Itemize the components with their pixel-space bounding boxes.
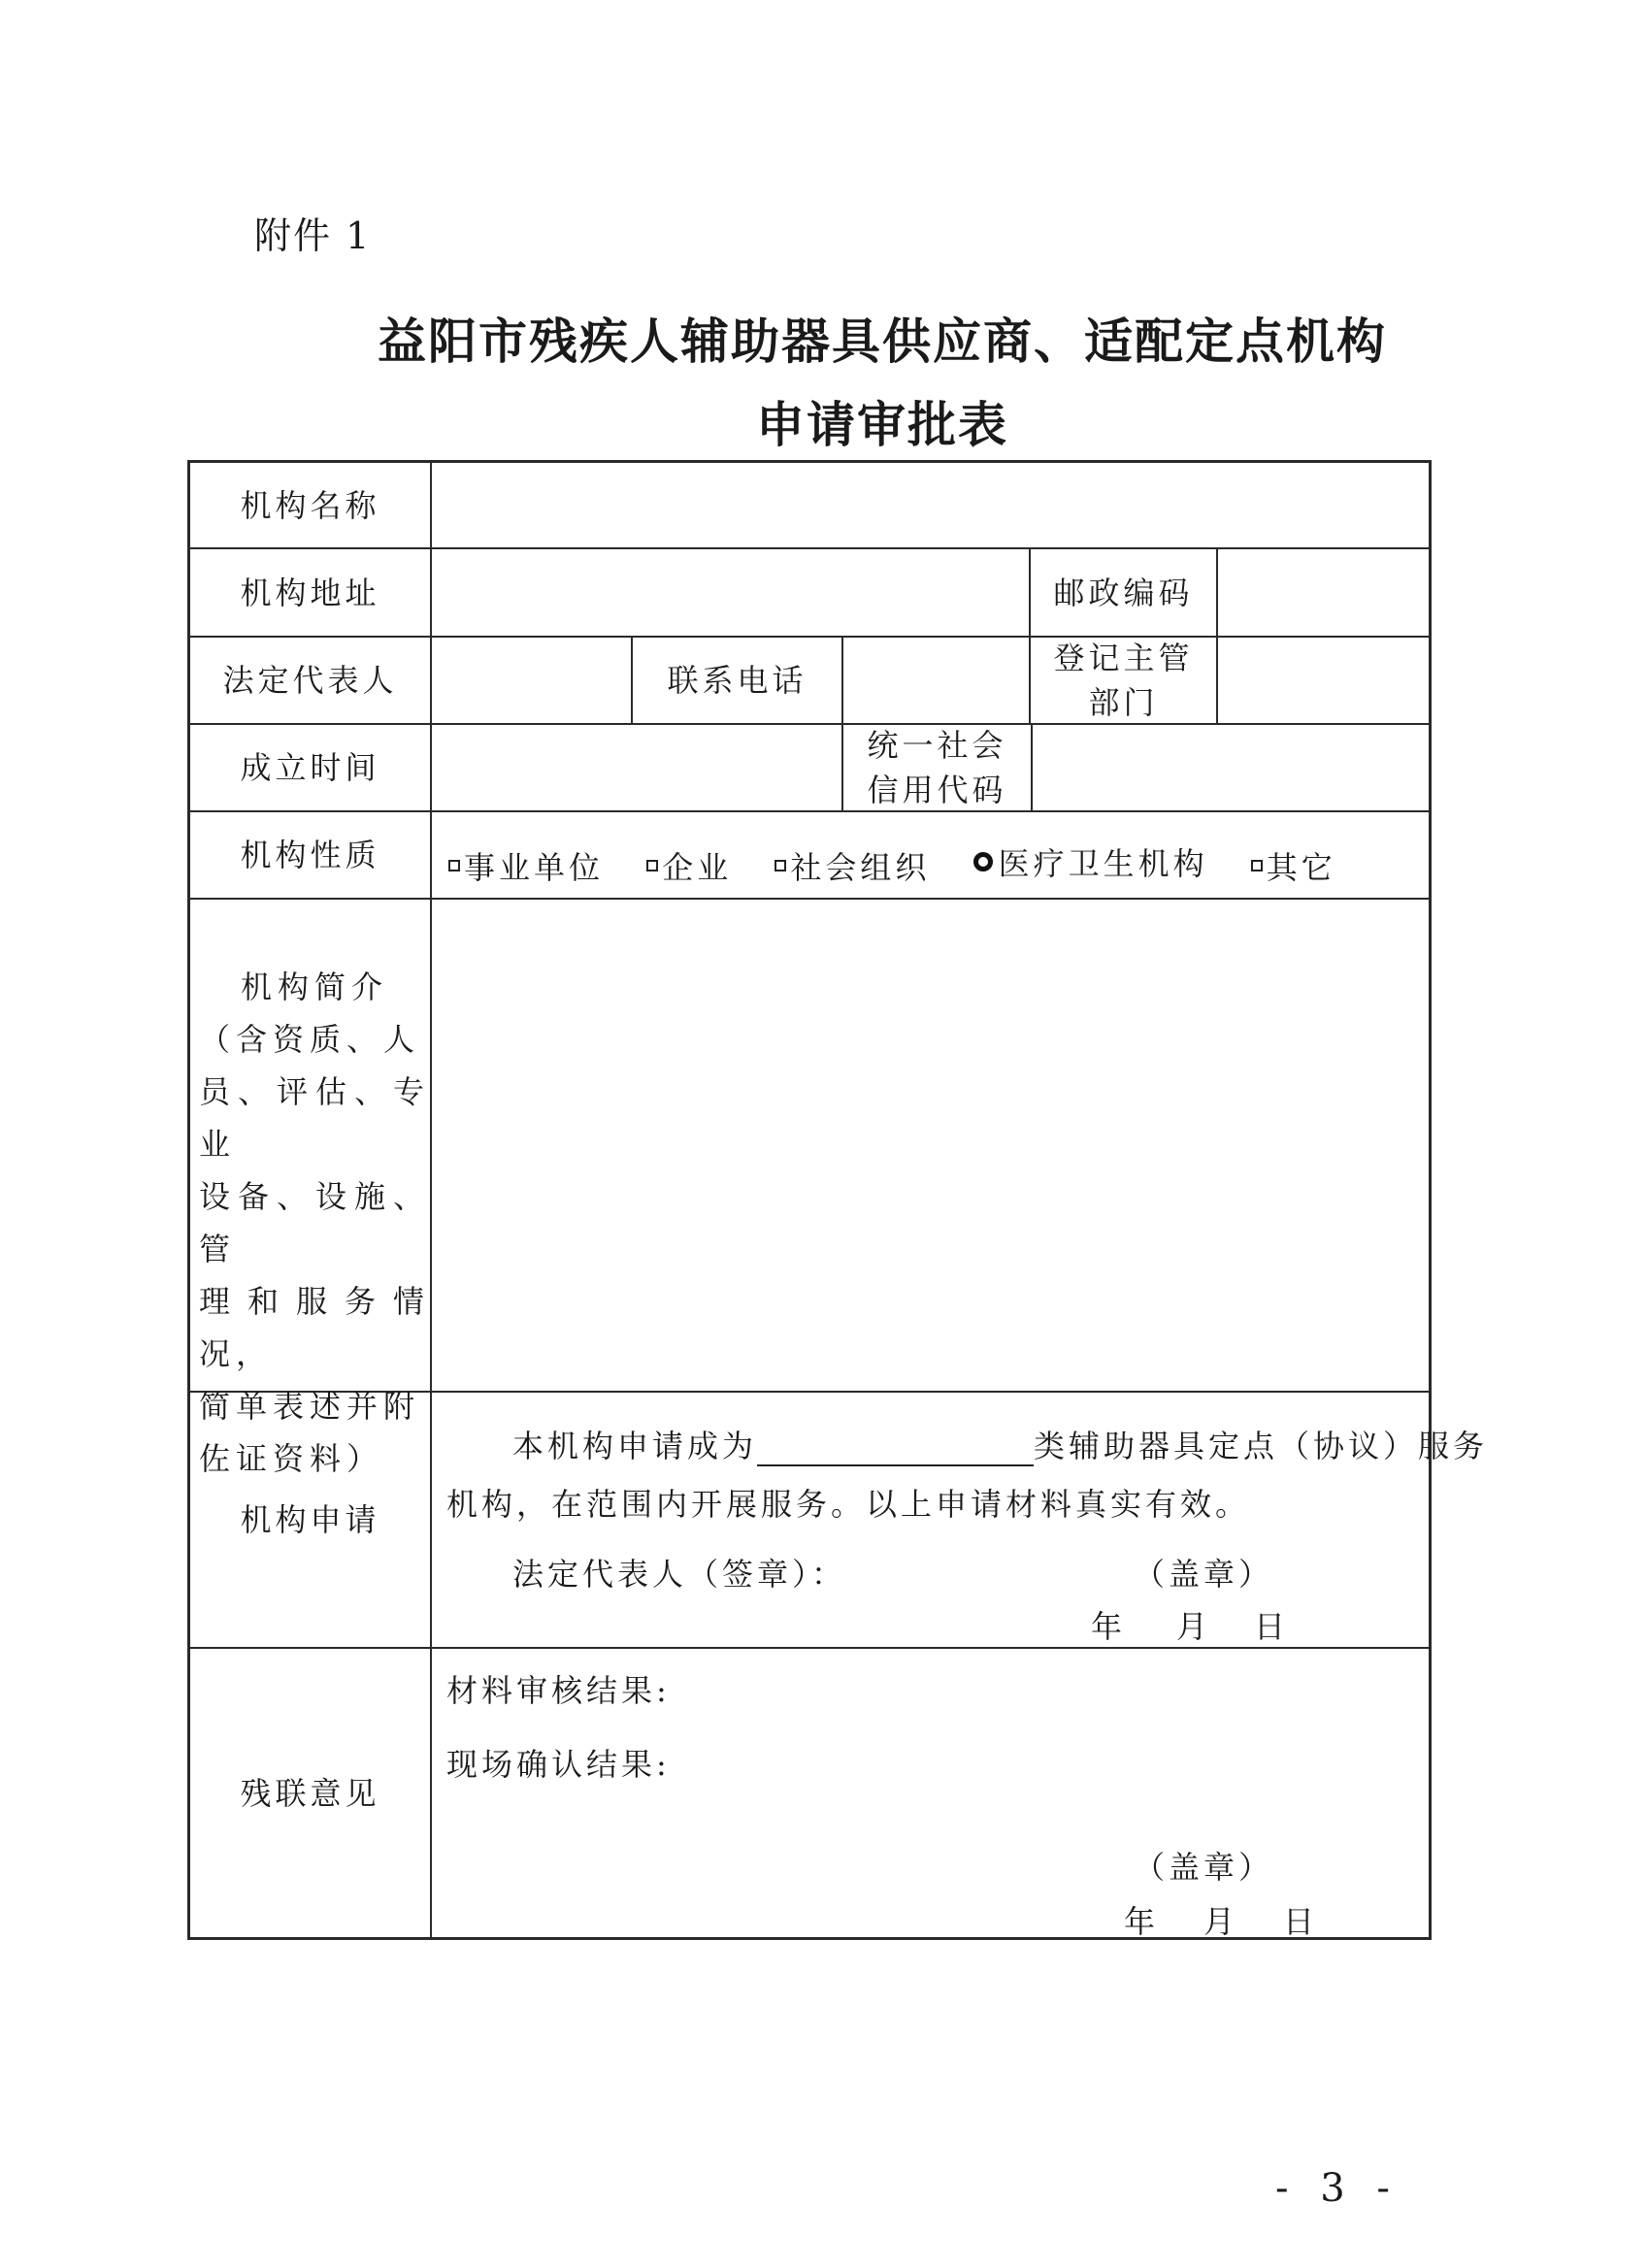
nature-option-medical[interactable] <box>973 839 1208 884</box>
credit-code-label-line2: 信用代码 <box>867 772 1007 808</box>
intro-label-line: 员、评估、专业 <box>199 1073 430 1163</box>
nature-label: 机构性质 <box>240 837 380 873</box>
option-label: 企业 <box>662 849 733 886</box>
option-label: 社会组织 <box>790 849 931 886</box>
selected-radio-icon <box>973 852 993 871</box>
seal-text-2: （盖章） <box>1134 1849 1274 1886</box>
date2-year: 年 <box>1124 1903 1160 1940</box>
nature-option-social-org[interactable] <box>775 843 930 888</box>
date-year: 年 <box>1091 1608 1127 1645</box>
founded-label: 成立时间 <box>240 749 380 786</box>
credit-code-label <box>843 725 1031 810</box>
application-suffix: 类辅助器具定点（协议）服务 <box>1034 1428 1489 1464</box>
checkbox-icon <box>775 860 786 871</box>
date2-day: 日 <box>1283 1903 1319 1940</box>
supervisor-field[interactable] <box>1218 638 1429 723</box>
legal-rep-field[interactable] <box>432 638 631 723</box>
checkbox-icon <box>646 860 658 871</box>
nature-option-public-institution[interactable] <box>448 843 604 888</box>
phone-field[interactable] <box>843 638 1029 723</box>
org-name-field[interactable] <box>432 463 1429 547</box>
federation-opinion-label: 残联意见 <box>240 1774 380 1812</box>
option-label: 医疗卫生机构 <box>998 845 1208 882</box>
supervisor-label-line1: 登记主管 <box>1053 640 1194 676</box>
seal-text: （盖章） <box>1134 1556 1274 1593</box>
credit-code-field[interactable] <box>1033 725 1429 810</box>
nature-options <box>448 839 1366 888</box>
checkbox-icon <box>1251 860 1263 871</box>
org-address-label: 机构地址 <box>240 574 380 611</box>
nature-option-other[interactable] <box>1251 843 1336 888</box>
nature-option-enterprise[interactable] <box>646 843 732 888</box>
org-address-field[interactable] <box>432 549 1029 636</box>
application-text-line2: 机构，在范围内开展服务。以上申请材料真实有效。 <box>446 1486 1251 1523</box>
material-review-result: 材料审核结果: <box>446 1672 671 1709</box>
onsite-confirm-result: 现场确认结果: <box>446 1746 671 1783</box>
intro-label-line: 简单表述并附 <box>199 1388 421 1425</box>
supervisor-label-line2: 部门 <box>1088 684 1159 721</box>
application-text-line1 <box>512 1422 1488 1466</box>
application-label: 机构申请 <box>240 1501 380 1538</box>
intro-label-line: （含资质、人 <box>199 1021 421 1058</box>
postal-code-label: 邮政编码 <box>1053 574 1194 611</box>
intro-field[interactable] <box>432 900 1429 1391</box>
page-number: - 3 - <box>1275 2166 1400 2211</box>
form-title-line1: 益阳市残疾人辅助器具供应商、适配定点机构 <box>378 313 1387 370</box>
date2-month: 月 <box>1203 1903 1239 1940</box>
founded-field[interactable] <box>432 725 841 810</box>
intro-label-line: 佐证资料） <box>199 1440 384 1477</box>
option-label: 事业单位 <box>464 849 605 886</box>
intro-label-line: 机构简介 <box>240 969 388 1005</box>
intro-label-line: 理和服务情况， <box>199 1283 430 1372</box>
legal-rep-signature: 法定代表人（签章）： <box>512 1556 847 1593</box>
intro-label-line: 设备、设施、管 <box>199 1178 430 1267</box>
phone-label: 联系电话 <box>667 662 808 699</box>
form-title-line2: 申请审批表 <box>756 397 1008 453</box>
date-day: 日 <box>1254 1608 1290 1645</box>
org-name-label: 机构名称 <box>240 486 380 524</box>
option-label: 其它 <box>1266 849 1336 886</box>
credit-code-label-line1: 统一社会 <box>867 727 1007 764</box>
date-month: 月 <box>1176 1608 1212 1645</box>
postal-code-field[interactable] <box>1218 549 1429 636</box>
legal-rep-label: 法定代表人 <box>222 662 398 699</box>
checkbox-icon <box>448 860 460 871</box>
attachment-label: 附件 1 <box>254 214 372 257</box>
supervisor-label <box>1031 638 1216 723</box>
application-blank[interactable] <box>757 1435 1034 1466</box>
application-prefix: 本机构申请成为 <box>512 1428 758 1464</box>
